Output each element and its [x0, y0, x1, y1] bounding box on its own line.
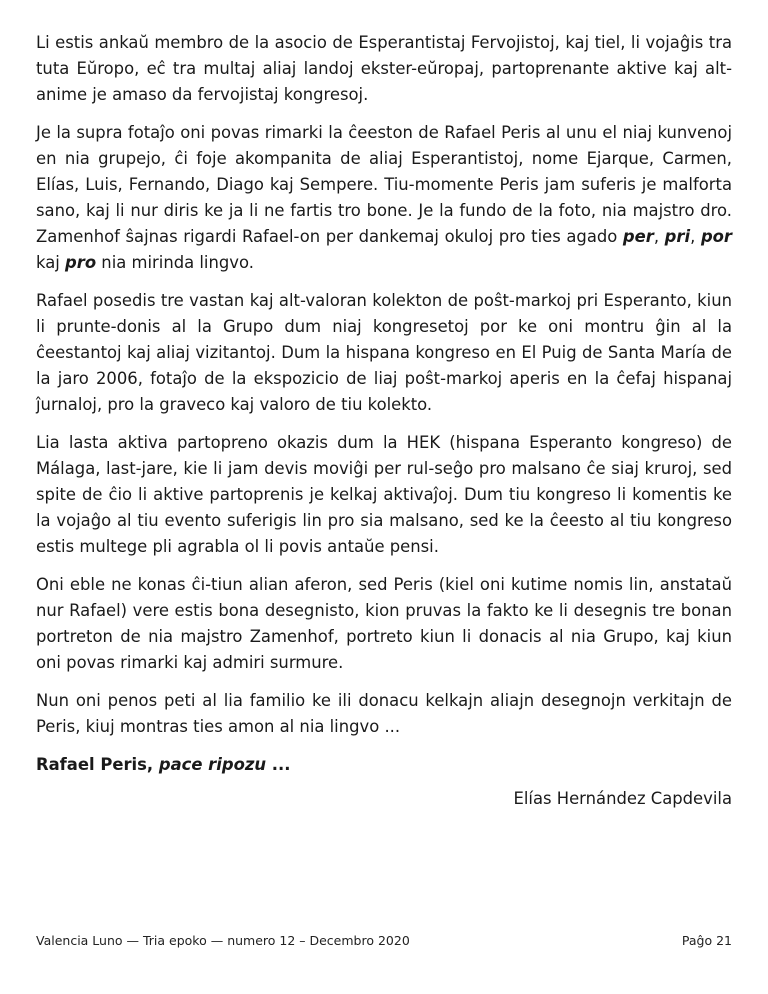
sign-off-ellipsis: ... [266, 755, 291, 774]
footer-publication: Valencia Luno — Tria epoko — numero 12 – Decembro 2020 [36, 933, 410, 948]
separator: , [653, 227, 665, 246]
emphasis-pro: pro [65, 253, 97, 272]
emphasis-pri: pri [664, 227, 691, 246]
paragraph-text: nia mirinda lingvo. [96, 253, 254, 272]
paragraph: Lia lasta aktiva partopreno okazis dum la HEK (hispana Esperanto kongreso) de Málaga, last-jare, kie li jam devis moviĝi per rul-seĝo pro malsano ĉe siaj kruroj, sed spite de ĉio li aktive partoprenis je kelkaj aktivaĵoj. Dum tiu kongreso li komentis ke la vojaĝo al tiu evento suferigis lin pro sia malsano, sed ke la ĉeesto al tiu kongreso estis multege pli agrabla ol li povis antaŭe pensi. [36, 433, 732, 556]
separator: , [690, 227, 701, 246]
emphasis-por: por [700, 227, 733, 246]
author-name: Elías Hernández Capdevila [513, 789, 732, 808]
paragraph: Nun oni penos peti al lia familio ke ili donacu kelkajn aliajn desegnojn verkitajn de Peris, kiuj montras ties amon al nia lingvo ... [36, 691, 732, 736]
page-footer [36, 933, 732, 948]
page-number: Paĝo 21 [681, 933, 732, 948]
paragraph-text: Je la supra fotaĵo oni povas rimarki la ĉeeston de Rafael Peris al unu el niaj kunvenoj en nia grupejo, ĉi foje akompanita de aliaj Esperantistoj, nome Ejarque, Carmen, Elías, Luis, Fernando, Diago kaj Sempere. Tiu-momente Peris jam suferis je malforta sano, kaj li nur diris ke ja li ne fartis tro bone. Je la fundo de la foto, nia majstro dro. Zamenhof ŝajnas rigardi Rafael-on per dankemaj okuloj pro ties agado [36, 123, 732, 246]
paragraph: Oni eble ne konas ĉi-tiun alian aferon, sed Peris (kiel oni kutime nomis lin, anstataŭ nur Rafael) vere estis bona desegnisto, kion pruvas la fakto ke li desegnis tre bonan portreton de nia majstro Zamenhof, portreto kiun li donacis al nia Grupo, kaj kiun oni povas rimarki kaj admiri surmure. [36, 575, 732, 672]
conjunction: kaj [36, 253, 66, 272]
sign-off-phrase: pace ripozu [158, 755, 267, 774]
sign-off-name: Rafael Peris, [36, 755, 159, 774]
paragraph: Rafael posedis tre vastan kaj alt-valoran kolekton de poŝt-markoj pri Esperanto, kiun li prunte-donis al la Grupo dum niaj kongresetoj por ke oni montru ĝin al la ĉeestantoj kaj aliaj vizitantoj. Dum la hispana kongreso en El Puig de Santa María de la jaro 2006, fotaĵo de la ekspozicio de liaj poŝt-markoj aperis en la ĉefaj hispanaj ĵurnaloj, pro la graveco kaj valoro de tiu kolekto. [36, 291, 732, 414]
paragraph: Li estis ankaŭ membro de la asocio de Esperantistaj Fervojistoj, kaj tiel, li vojaĝis tra tuta Eŭropo, eĉ tra multaj aliaj landoj ekster-eŭropaj, partoprenante aktive kaj alt-anime je amaso da fervojistaj kongresoj. [36, 33, 732, 104]
paragraph [36, 120, 732, 276]
sign-off [36, 752, 732, 778]
article-body [36, 30, 732, 812]
emphasis-per: per [622, 227, 654, 246]
